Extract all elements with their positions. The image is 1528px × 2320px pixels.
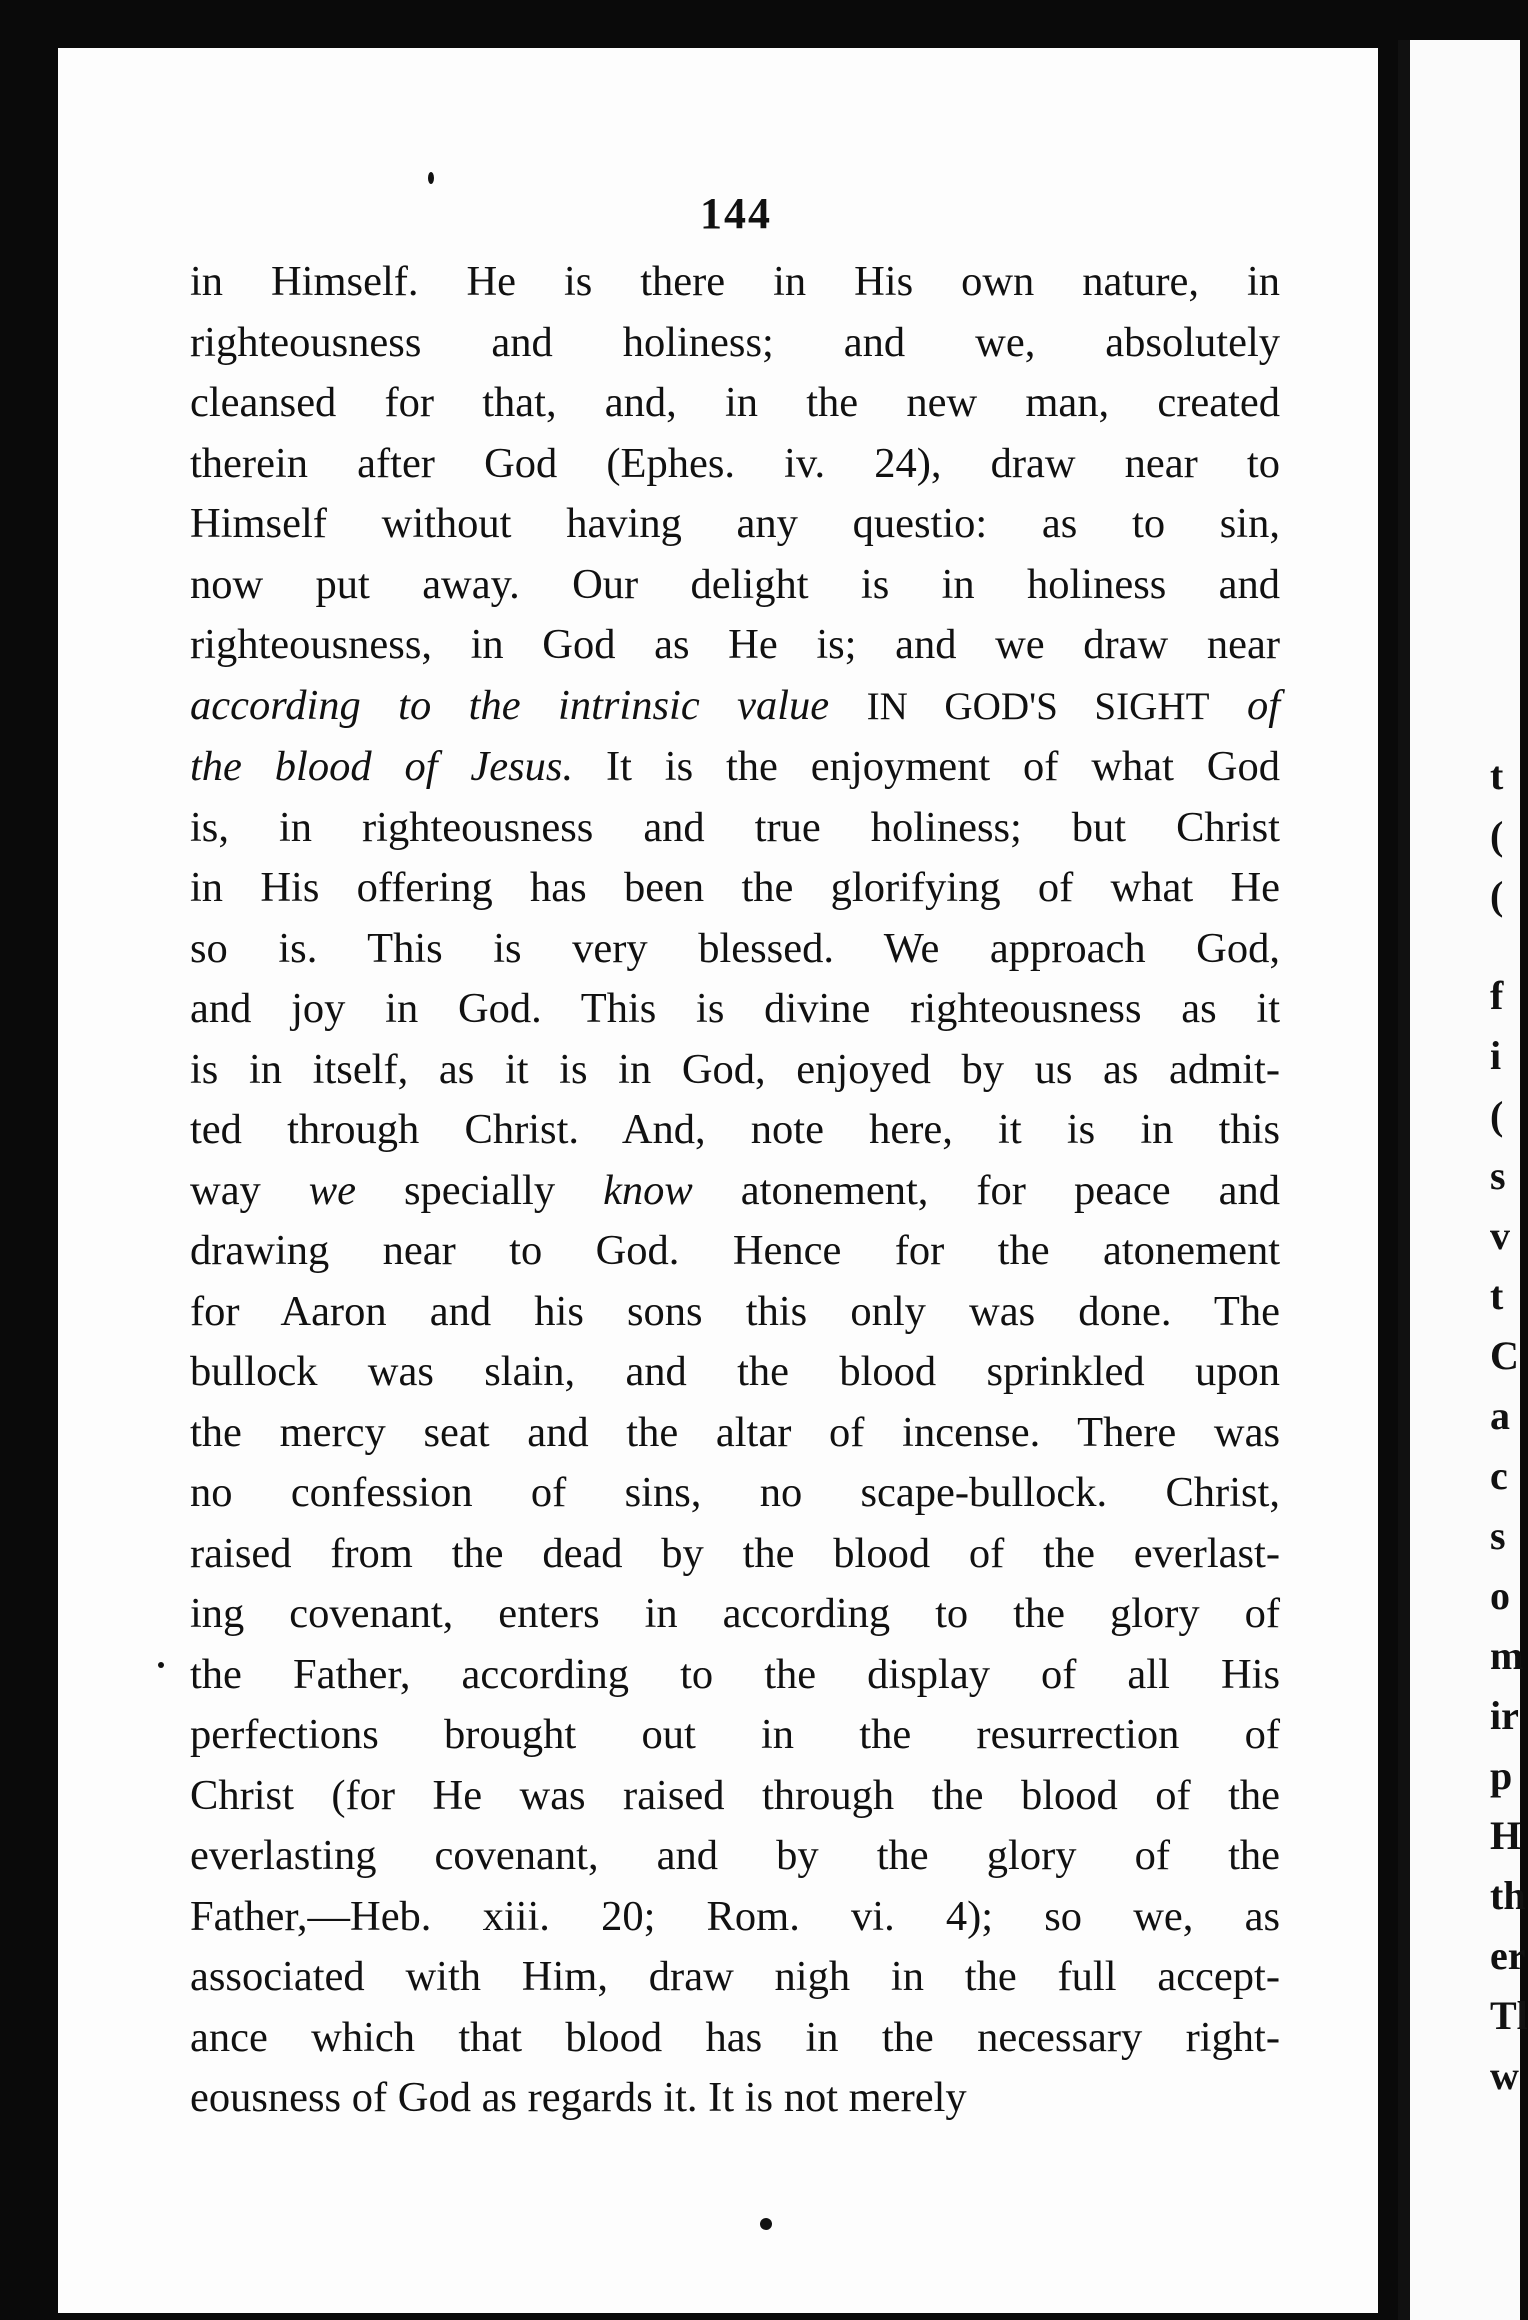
text-line-30: ance which that blood has in the necessary right- bbox=[190, 2013, 1280, 2061]
scan-speck bbox=[760, 2218, 772, 2230]
text-line-26: Christ (for He was raised through the blood of the bbox=[190, 1771, 1280, 1819]
text-line-5: Himself without having any questio: as to sin, bbox=[190, 500, 1280, 547]
text-line-15: ted through Christ. And, note here, it is in this bbox=[190, 1106, 1280, 1153]
edge-letter: Tl bbox=[1490, 1993, 1528, 2038]
edge-letter: w bbox=[1490, 2053, 1519, 2098]
edge-letter: c bbox=[1490, 1453, 1508, 1498]
edge-letter: ( bbox=[1490, 1093, 1504, 1138]
adjacent-page-letters bbox=[1490, 0, 1528, 2320]
text-line-7: righteousness, in God as He is; and we draw near bbox=[190, 621, 1280, 668]
text-line-28: Father,—Heb. xiii. 20; Rom. vi. 4); so we, as bbox=[190, 1892, 1280, 1940]
edge-letter: t bbox=[1490, 753, 1504, 798]
scan-speck bbox=[158, 1662, 164, 1668]
body-text bbox=[190, 252, 1280, 2129]
text-line-23: ing covenant, enters in according to the glory of bbox=[190, 1590, 1280, 1637]
text-line-9: the blood of Jesus. It is the enjoyment of what God bbox=[190, 743, 1280, 790]
text-line-10: is, in righteousness and true holiness; but Christ bbox=[190, 803, 1280, 851]
text-line-6: now put away. Our delight is in holiness and bbox=[190, 560, 1280, 608]
text-line-4: therein after God (Ephes. iv. 24), draw near to bbox=[190, 439, 1280, 487]
edge-letter: f bbox=[1490, 973, 1504, 1018]
text-line-16: way we specially know atonement, for peace and bbox=[190, 1166, 1280, 1214]
edge-letter: i bbox=[1490, 1033, 1502, 1078]
edge-letter: o bbox=[1490, 1573, 1510, 1618]
page-number: 144 bbox=[700, 189, 772, 238]
edge-letter: er bbox=[1490, 1933, 1526, 1978]
edge-letter: ( bbox=[1490, 813, 1504, 858]
edge-letter: th bbox=[1490, 1873, 1526, 1918]
edge-letter: ir bbox=[1490, 1693, 1519, 1738]
text-line-14: is in itself, as it is in God, enjoyed by us as admit- bbox=[190, 1045, 1280, 1093]
text-line-20: the mercy seat and the altar of incense. There was bbox=[190, 1408, 1280, 1456]
edge-letter: s bbox=[1490, 1513, 1506, 1558]
text-line-27: everlasting covenant, and by the glory of the bbox=[190, 1832, 1280, 1879]
edge-letter: v bbox=[1490, 1213, 1510, 1258]
text-line-29: associated with Him, draw nigh in the full accept- bbox=[190, 1953, 1280, 2000]
edge-letter: a bbox=[1490, 1393, 1510, 1438]
scan-speck bbox=[428, 172, 434, 184]
text-line-17: drawing near to God. Hence for the atonement bbox=[190, 1227, 1280, 1274]
text-line-11: in His offering has been the glorifying of what He bbox=[190, 864, 1280, 911]
text-line-12: so is. This is very blessed. We approach God, bbox=[190, 924, 1280, 972]
edge-letter: H bbox=[1490, 1813, 1522, 1858]
text-line-3: cleansed for that, and, in the new man, created bbox=[190, 379, 1280, 426]
edge-letter: s bbox=[1490, 1153, 1506, 1198]
text-line-25: perfections brought out in the resurrection of bbox=[190, 1711, 1280, 1758]
edge-letter: m bbox=[1490, 1633, 1524, 1678]
text-line-13: and joy in God. This is divine righteousness as it bbox=[190, 985, 1280, 1032]
edge-letter: C bbox=[1490, 1333, 1519, 1378]
edge-letter: t bbox=[1490, 1273, 1504, 1318]
text-line-2: righteousness and holiness; and we, absolutely bbox=[190, 318, 1280, 366]
text-line-1: in Himself. He is there in His own nature, in bbox=[190, 258, 1280, 305]
text-line-18: for Aaron and his sons this only was done. The bbox=[190, 1287, 1280, 1335]
text-line-24: the Father, according to the display of all His bbox=[190, 1650, 1280, 1698]
text-line-8: according to the intrinsic value IN GOD'S SIGHT of bbox=[190, 681, 1280, 729]
edge-letter: p bbox=[1490, 1753, 1513, 1798]
text-line-22: raised from the dead by the blood of the everlast- bbox=[190, 1529, 1280, 1577]
edge-letter: ( bbox=[1490, 873, 1504, 918]
text-line-21: no confession of sins, no scape-bullock. Christ, bbox=[190, 1469, 1280, 1516]
text-line-31: eousness of God as regards it. It is not merely bbox=[190, 2074, 967, 2121]
text-line-19: bullock was slain, and the blood sprinkled upon bbox=[190, 1348, 1280, 1395]
